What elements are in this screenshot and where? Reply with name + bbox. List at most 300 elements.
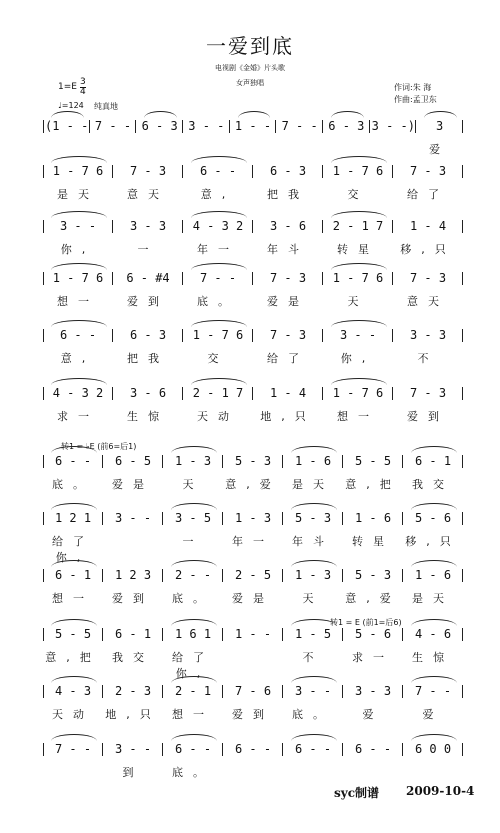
lyric-text: 是天 <box>412 592 454 605</box>
slur <box>51 111 84 118</box>
barline <box>182 165 183 178</box>
measure: 1 - - <box>234 627 272 641</box>
barline <box>162 455 163 468</box>
measure: 3 - - <box>188 119 225 133</box>
barline <box>392 165 393 178</box>
barline <box>462 220 463 233</box>
notation-row <box>43 218 463 234</box>
barline <box>342 512 343 525</box>
lyric-row <box>43 351 463 367</box>
measure: 5 - 3 <box>354 568 392 582</box>
measure: 4 - 3 2 <box>192 219 244 233</box>
slur <box>51 263 107 270</box>
measure: 6 - - <box>59 328 97 342</box>
barline <box>322 220 323 233</box>
lyric-row <box>43 650 463 680</box>
barline <box>43 512 44 525</box>
slur <box>171 619 217 626</box>
lyric-text: 求一 <box>57 410 99 423</box>
lyric-text: 意,把 <box>45 651 101 664</box>
barline <box>322 165 323 178</box>
barline <box>112 272 113 285</box>
barline <box>222 455 223 468</box>
barline <box>43 387 44 400</box>
measure: 1 - 3 <box>174 454 212 468</box>
lyric-row <box>43 294 463 310</box>
barline <box>43 455 44 468</box>
measure: 1 - 7 6 <box>52 164 104 178</box>
barline <box>102 628 103 641</box>
lyric-text: 一 <box>137 243 159 256</box>
lyric-row <box>43 142 463 158</box>
measure: 6 - - <box>54 454 92 468</box>
slur <box>291 560 337 567</box>
barline <box>342 455 343 468</box>
lyric-text: 转星 <box>337 243 379 256</box>
lyric-row <box>43 409 463 425</box>
measure: 1 6 1 <box>174 627 212 641</box>
barline <box>462 329 463 342</box>
slur <box>411 560 457 567</box>
measure: 2 - 1 <box>174 684 212 698</box>
measure: 3 - - <box>294 684 332 698</box>
slur <box>191 378 247 385</box>
barline <box>43 569 44 582</box>
expression-marking: 纯真地 <box>94 102 118 111</box>
barline <box>182 272 183 285</box>
lyric-text: 给了 <box>407 188 449 201</box>
measure: 5 - 6 <box>414 511 452 525</box>
barline <box>102 685 103 698</box>
barline <box>462 569 463 582</box>
barline <box>182 329 183 342</box>
notation-row <box>43 163 463 179</box>
barline <box>282 743 283 756</box>
barline <box>112 329 113 342</box>
slur <box>424 111 457 118</box>
notation-row <box>43 385 463 401</box>
measure: 1 2 3 <box>114 568 152 582</box>
barline <box>222 569 223 582</box>
tempo-marking: ♩=124 <box>58 101 84 110</box>
slur <box>171 734 217 741</box>
lyric-text: 天 <box>347 295 369 308</box>
lyric-text: 生惊 <box>127 410 169 423</box>
lyric-row <box>43 591 463 607</box>
measure: 1 - 3 <box>294 568 332 582</box>
modulation-2: 转1 = E (前1=后6) <box>330 618 402 627</box>
barline <box>462 120 463 133</box>
measure: 6 - 1 <box>414 454 452 468</box>
slur <box>51 446 97 453</box>
key-signature: 1=E <box>58 82 77 92</box>
barline <box>392 220 393 233</box>
slur <box>51 211 107 218</box>
measure: 7 - - <box>54 742 92 756</box>
composer: 作曲:孟卫东 <box>394 95 437 104</box>
lyric-text: 爱是 <box>112 478 154 491</box>
measure: 6 - - <box>174 742 212 756</box>
measure: 5 - 6 <box>354 627 392 641</box>
barline <box>282 628 283 641</box>
barline <box>252 387 253 400</box>
measure: 1 - 6 <box>294 454 332 468</box>
barline <box>402 455 403 468</box>
barline <box>392 272 393 285</box>
slur <box>51 378 107 385</box>
measure: 6 - 3 <box>129 328 167 342</box>
slur <box>191 156 247 163</box>
lyric-text: 交 <box>347 188 369 201</box>
measure: 6 - - <box>234 742 272 756</box>
lyric-text: 天 <box>182 478 204 491</box>
slur <box>331 156 387 163</box>
measure: 3 - 5 <box>174 511 212 525</box>
slur <box>191 320 247 327</box>
measure: 7 - - <box>414 684 452 698</box>
notation-row <box>43 741 463 757</box>
lyric-text: 到 <box>122 766 144 779</box>
barline <box>102 455 103 468</box>
slur <box>51 676 97 683</box>
lyric-text: 想一 <box>337 410 379 423</box>
barline <box>112 220 113 233</box>
lyric-text: 把我 <box>267 188 309 201</box>
lyric-text: 想一 <box>172 708 214 721</box>
slur <box>411 676 457 683</box>
barline <box>342 685 343 698</box>
page-title: 一爱到底 <box>206 34 294 58</box>
lyric-text: 年一 <box>232 535 274 548</box>
slur <box>51 560 97 567</box>
lyric-text: 爱 <box>362 708 384 721</box>
barline <box>369 120 370 133</box>
barline <box>182 120 183 133</box>
slur <box>411 446 457 453</box>
lyric-text: 移,只 <box>400 243 456 256</box>
measure: 6 - 1 <box>114 627 152 641</box>
lyric-row <box>43 242 463 258</box>
barline <box>222 512 223 525</box>
measure: 7 - - <box>199 271 237 285</box>
lyric-row <box>43 707 463 723</box>
barline <box>252 220 253 233</box>
measure: 3 - 3 <box>409 328 447 342</box>
slur <box>291 446 337 453</box>
slur <box>51 156 107 163</box>
measure: 3 - -) <box>371 119 416 133</box>
lyric-text: 想一 <box>57 295 99 308</box>
slur <box>171 676 217 683</box>
lyric-row <box>43 534 463 564</box>
measure: 1 - 7 6 <box>52 271 104 285</box>
lyric-text: 意,爱 <box>345 592 401 605</box>
slur <box>191 211 247 218</box>
subtitle: 电视剧《金婚》片头歌 <box>215 64 285 72</box>
lyric-text: 想一 <box>52 592 94 605</box>
barline <box>162 512 163 525</box>
slur <box>171 503 217 510</box>
lyric-row <box>43 187 463 203</box>
lyric-text: 底。 <box>172 766 214 779</box>
measure: 7 - 3 <box>409 164 447 178</box>
slur <box>171 560 217 567</box>
measure: 1 2 1 <box>54 511 92 525</box>
measure: 6 - - <box>199 164 237 178</box>
lyric-text: 给了 <box>267 352 309 365</box>
barline <box>462 628 463 641</box>
barline <box>342 628 343 641</box>
measure: 2 - 1 7 <box>192 386 244 400</box>
measure: 2 - 1 7 <box>332 219 384 233</box>
measure: 3 - 3 <box>354 684 392 698</box>
measure: 1 - 5 <box>294 627 332 641</box>
barline <box>322 329 323 342</box>
measure: 7 - 3 <box>269 271 307 285</box>
barline <box>275 120 276 133</box>
barline <box>282 455 283 468</box>
notation-row <box>43 270 463 286</box>
barline <box>102 512 103 525</box>
lyric-text: 底。 <box>292 708 334 721</box>
measure: 1 - 6 <box>414 568 452 582</box>
measure: 1 - - <box>234 119 272 133</box>
lyric-row <box>43 477 463 493</box>
measure: 7 - 3 <box>409 386 447 400</box>
notation-row <box>43 683 463 699</box>
barline <box>43 120 44 133</box>
barline <box>322 120 323 133</box>
lyric-text: 爱到 <box>127 295 169 308</box>
notation-row <box>43 510 463 526</box>
lyric-text: 意, <box>60 352 96 365</box>
barline <box>43 743 44 756</box>
measure: 6 - 3 <box>269 164 307 178</box>
barline <box>89 120 90 133</box>
measure: 7 - 3 <box>269 328 307 342</box>
lyric-text: 给了你, <box>172 651 214 680</box>
measure: 1 - 7 6 <box>192 328 244 342</box>
barline <box>112 165 113 178</box>
measure: 3 - - <box>114 742 152 756</box>
barline <box>43 272 44 285</box>
lyric-text: 地,只 <box>260 410 316 423</box>
barline <box>43 685 44 698</box>
lyric-text: 年斗 <box>267 243 309 256</box>
measure: 4 - 3 2 <box>52 386 104 400</box>
slur <box>51 619 97 626</box>
lyric-text: 意,把 <box>345 478 401 491</box>
barline <box>462 387 463 400</box>
barline <box>182 220 183 233</box>
lyric-text: 生惊 <box>412 651 454 664</box>
barline <box>462 685 463 698</box>
barline <box>102 569 103 582</box>
measure: 6 0 0 <box>414 742 452 756</box>
barline <box>282 512 283 525</box>
lyric-text: 地,只 <box>105 708 161 721</box>
lyric-text: 不 <box>417 352 439 365</box>
barline <box>282 569 283 582</box>
lyric-text: 爱是 <box>232 592 274 605</box>
barline <box>322 387 323 400</box>
barline <box>43 329 44 342</box>
barline <box>415 120 416 133</box>
barline <box>162 685 163 698</box>
measure: 1 - 3 <box>234 511 272 525</box>
lyric-text: 意天 <box>407 295 449 308</box>
measure: 2 - 3 <box>114 684 152 698</box>
measure: 7 - 6 <box>234 684 272 698</box>
barline <box>402 569 403 582</box>
time-top: 3 <box>80 77 86 87</box>
measure: 4 - 3 <box>54 684 92 698</box>
barline <box>322 272 323 285</box>
slur <box>331 378 387 385</box>
time-bottom: 4 <box>80 87 86 97</box>
lyric-text: 爱到 <box>232 708 274 721</box>
slur <box>331 320 387 327</box>
slur <box>191 263 247 270</box>
measure: 7 - - <box>281 119 318 133</box>
notation-row <box>43 327 463 343</box>
measure: (1 - - <box>45 119 89 133</box>
lyric-text: 是天 <box>292 478 334 491</box>
barline <box>392 329 393 342</box>
lyric-text: 爱到 <box>407 410 449 423</box>
measure: 6 - 3 <box>141 119 178 133</box>
barline <box>342 743 343 756</box>
lyric-text: 底。 <box>197 295 239 308</box>
barline <box>102 743 103 756</box>
lyric-text: 一 <box>182 535 204 548</box>
modulation-1: 转1 = ♭E (前6=后1) <box>61 442 137 451</box>
credit-date: 2009-10-4 <box>406 784 475 798</box>
barline <box>462 512 463 525</box>
barline <box>112 387 113 400</box>
lyric-text: 年斗 <box>292 535 334 548</box>
lyric-text: 意, <box>200 188 236 201</box>
barline <box>182 387 183 400</box>
notation-row <box>43 626 463 642</box>
barline <box>43 220 44 233</box>
barline <box>462 165 463 178</box>
barline <box>162 569 163 582</box>
lyric-text: 爱 <box>429 143 451 156</box>
barline <box>222 743 223 756</box>
measure: 5 - 3 <box>294 511 332 525</box>
lyric-text: 转星 <box>352 535 394 548</box>
lyric-text: 我交 <box>412 478 454 491</box>
lyric-text: 我交 <box>112 651 154 664</box>
lyric-text: 意天 <box>127 188 169 201</box>
voice-label: 女声独唱 <box>236 79 264 87</box>
lyric-text: 给了你, <box>52 535 94 564</box>
barline <box>402 743 403 756</box>
measure: 6 - - <box>294 742 332 756</box>
measure: 5 - 3 <box>234 454 272 468</box>
lyric-text: 意,爱 <box>225 478 281 491</box>
lyric-text: 天动 <box>52 708 94 721</box>
lyric-text: 天 <box>302 592 324 605</box>
measure: 1 - 7 6 <box>332 386 384 400</box>
slur <box>331 211 387 218</box>
measure: 2 - 5 <box>234 568 272 582</box>
lyric-text: 交 <box>207 352 229 365</box>
barline <box>252 329 253 342</box>
slur <box>51 320 107 327</box>
slur <box>51 503 97 510</box>
slur <box>171 446 217 453</box>
lyric-text: 把我 <box>127 352 169 365</box>
barline <box>229 120 230 133</box>
lyric-text: 爱 <box>422 708 444 721</box>
barline <box>462 743 463 756</box>
barline <box>252 165 253 178</box>
barline <box>252 272 253 285</box>
measure: 4 - 6 <box>414 627 452 641</box>
credit-maker: syc制谱 <box>334 786 380 800</box>
measure: 3 <box>436 119 444 133</box>
measure: 3 - 6 <box>269 219 307 233</box>
barline <box>135 120 136 133</box>
slur <box>144 111 177 118</box>
lyric-text: 不 <box>302 651 324 664</box>
slur <box>411 734 457 741</box>
barline <box>282 685 283 698</box>
measure: 7 - 3 <box>409 271 447 285</box>
lyric-row <box>43 765 463 781</box>
barline <box>162 743 163 756</box>
barline <box>402 685 403 698</box>
slur <box>238 111 271 118</box>
lyric-text: 移,只 <box>405 535 461 548</box>
notation-row <box>43 118 463 134</box>
barline <box>462 455 463 468</box>
slur <box>291 734 337 741</box>
measure: 1 - 4 <box>409 219 447 233</box>
measure: 1 - 7 6 <box>332 271 384 285</box>
lyric-text: 天动 <box>197 410 239 423</box>
slur <box>51 734 97 741</box>
lyricist: 作词:朱 海 <box>394 83 432 92</box>
lyric-text: 底。 <box>52 478 94 491</box>
measure: 3 - - <box>339 328 377 342</box>
lyric-text: 底。 <box>172 592 214 605</box>
slur <box>411 503 457 510</box>
barline <box>402 628 403 641</box>
slur <box>291 503 337 510</box>
measure: 2 - - <box>174 568 212 582</box>
lyric-text: 年一 <box>197 243 239 256</box>
slur <box>331 111 364 118</box>
lyric-text: 求一 <box>352 651 394 664</box>
barline <box>43 165 44 178</box>
lyric-text: 爱是 <box>267 295 309 308</box>
barline <box>222 685 223 698</box>
slur <box>291 676 337 683</box>
measure: 7 - 3 <box>129 164 167 178</box>
barline <box>342 569 343 582</box>
slur <box>411 619 457 626</box>
barline <box>402 512 403 525</box>
lyric-text: 爱到 <box>112 592 154 605</box>
barline <box>222 628 223 641</box>
notation-row <box>43 453 463 469</box>
lyric-text: 你, <box>60 243 96 256</box>
measure: 5 - 5 <box>354 454 392 468</box>
measure: 1 - 4 <box>269 386 307 400</box>
